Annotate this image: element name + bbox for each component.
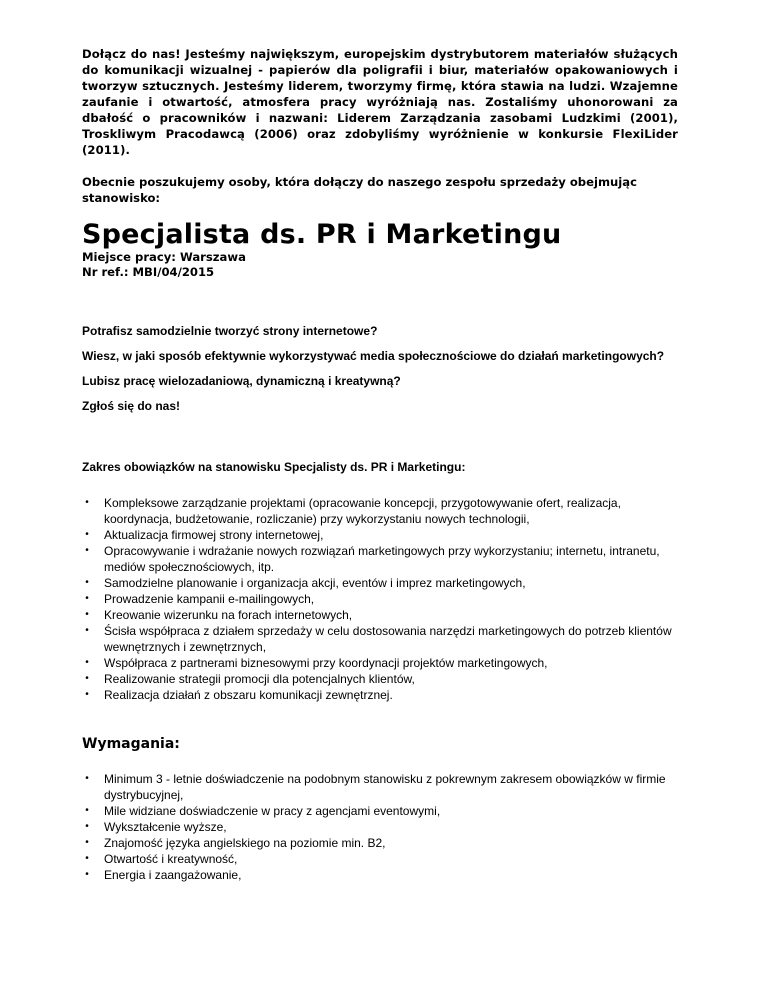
duties-list: [82, 495, 678, 703]
bullet-icon: •: [85, 673, 89, 684]
bullet-icon: •: [85, 577, 89, 588]
bullet-icon: •: [85, 821, 89, 832]
bullet-icon: •: [85, 657, 89, 668]
list-item: • Otwartość i kreatywność,: [82, 851, 678, 867]
list-item: • Realizacja działań z obszaru komunikacji zewnętrznej.: [82, 687, 678, 703]
bullet-icon: •: [85, 773, 89, 784]
duties-heading: Zakres obowiązków na stanowisku Specjalisty ds. PR i Marketingu:: [82, 460, 466, 474]
list-item: • Opracowywanie i wdrażanie nowych rozwiązań marketingowych przy wykorzystaniu; internetu, intranetu, mediów społecznościowych, itp.: [82, 543, 678, 575]
list-item: • Kompleksowe zarządzanie projektami (opracowanie koncepcji, przygotowywanie ofert, realizacja, koordynacja, budżetowanie, rozliczanie) przy wykorzystaniu nowych technologii,: [82, 495, 678, 527]
list-item: • Aktualizacja firmowej strony internetowej,: [82, 527, 678, 543]
position-lead: Obecnie poszukujemy osoby, która dołączy do naszego zespołu sprzedaży obejmując stanowisko:: [82, 175, 637, 205]
question-web: Potrafisz samodzielnie tworzyć strony internetowe?: [82, 324, 378, 338]
requirements-list: [82, 771, 678, 883]
requirements-heading: Wymagania:: [82, 736, 180, 752]
list-item: • Prowadzenie kampanii e-mailingowych,: [82, 591, 678, 607]
list-item: • Mile widziane doświadczenie w pracy z agencjami eventowymi,: [82, 803, 678, 819]
list-item: • Minimum 3 - letnie doświadczenie na podobnym stanowisku z pokrewnym zakresem obowiązków w firmie dystrybucyjnej,: [82, 771, 678, 803]
list-item: • Współpraca z partnerami biznesowymi przy koordynacji projektów marketingowych,: [82, 655, 678, 671]
bullet-icon: •: [85, 529, 89, 540]
list-item: • Ścisła współpraca z działem sprzedaży w celu dostosowania narzędzi marketingowych do potrzeb klientów wewnętrznych i zewnętrznych,: [82, 623, 678, 655]
bullet-icon: •: [85, 593, 89, 604]
list-item: • Wykształcenie wyższe,: [82, 819, 678, 835]
company-intro: Dołącz do nas! Jesteśmy największym, europejskim dystrybutorem materiałów służących do komunikacji wizualnej - papierów dla poligrafii i biur, materiałów opakowaniowych i tworzyw sztucznych. Jesteśmy liderem, tworzymy firmę, która stawia na ludzi. Wzajemne zaufanie i otwartość, atmosfera pracy wyróżniają nas. Zostaliśmy uhonorowani za dbałość o pracowników i nazwani: Liderem Zarządzania zasobami Ludzkimi (2001), Troskliwym Pracodawcą (2006) oraz zdobyliśmy wyróżnienie w konkursie FlexiLider (2011).: [82, 47, 678, 157]
bullet-icon: •: [85, 853, 89, 864]
list-item: • Energia i zaangażowanie,: [82, 867, 678, 883]
bullet-icon: •: [85, 609, 89, 620]
bullet-icon: •: [85, 805, 89, 816]
bullet-icon: •: [85, 689, 89, 700]
question-multitasking: Lubisz pracę wielozadaniową, dynamiczną i kreatywną?: [82, 374, 401, 388]
bullet-icon: •: [85, 497, 89, 508]
bullet-icon: •: [85, 625, 89, 636]
job-location: Miejsce pracy: Warszawa: [82, 250, 246, 264]
list-item: • Samodzielne planowanie i organizacja akcji, eventów i imprez marketingowych,: [82, 575, 678, 591]
document-page: [82, 46, 678, 883]
list-item: • Kreowanie wizerunku na forach internetowych,: [82, 607, 678, 623]
list-item: • Realizowanie strategii promocji dla potencjalnych klientów,: [82, 671, 678, 687]
bullet-icon: •: [85, 869, 89, 880]
bullet-icon: •: [85, 837, 89, 848]
job-reference: Nr ref.: MBI/04/2015: [82, 265, 215, 279]
job-title: Specjalista ds. PR i Marketingu: [82, 219, 562, 250]
call-to-action: Zgłoś się do nas!: [82, 399, 181, 413]
question-social-media: Wiesz, w jaki sposób efektywnie wykorzystywać media społecznościowe do działań marketingowych?: [82, 349, 665, 363]
bullet-icon: •: [85, 545, 89, 556]
list-item: • Znajomość języka angielskiego na poziomie min. B2,: [82, 835, 678, 851]
